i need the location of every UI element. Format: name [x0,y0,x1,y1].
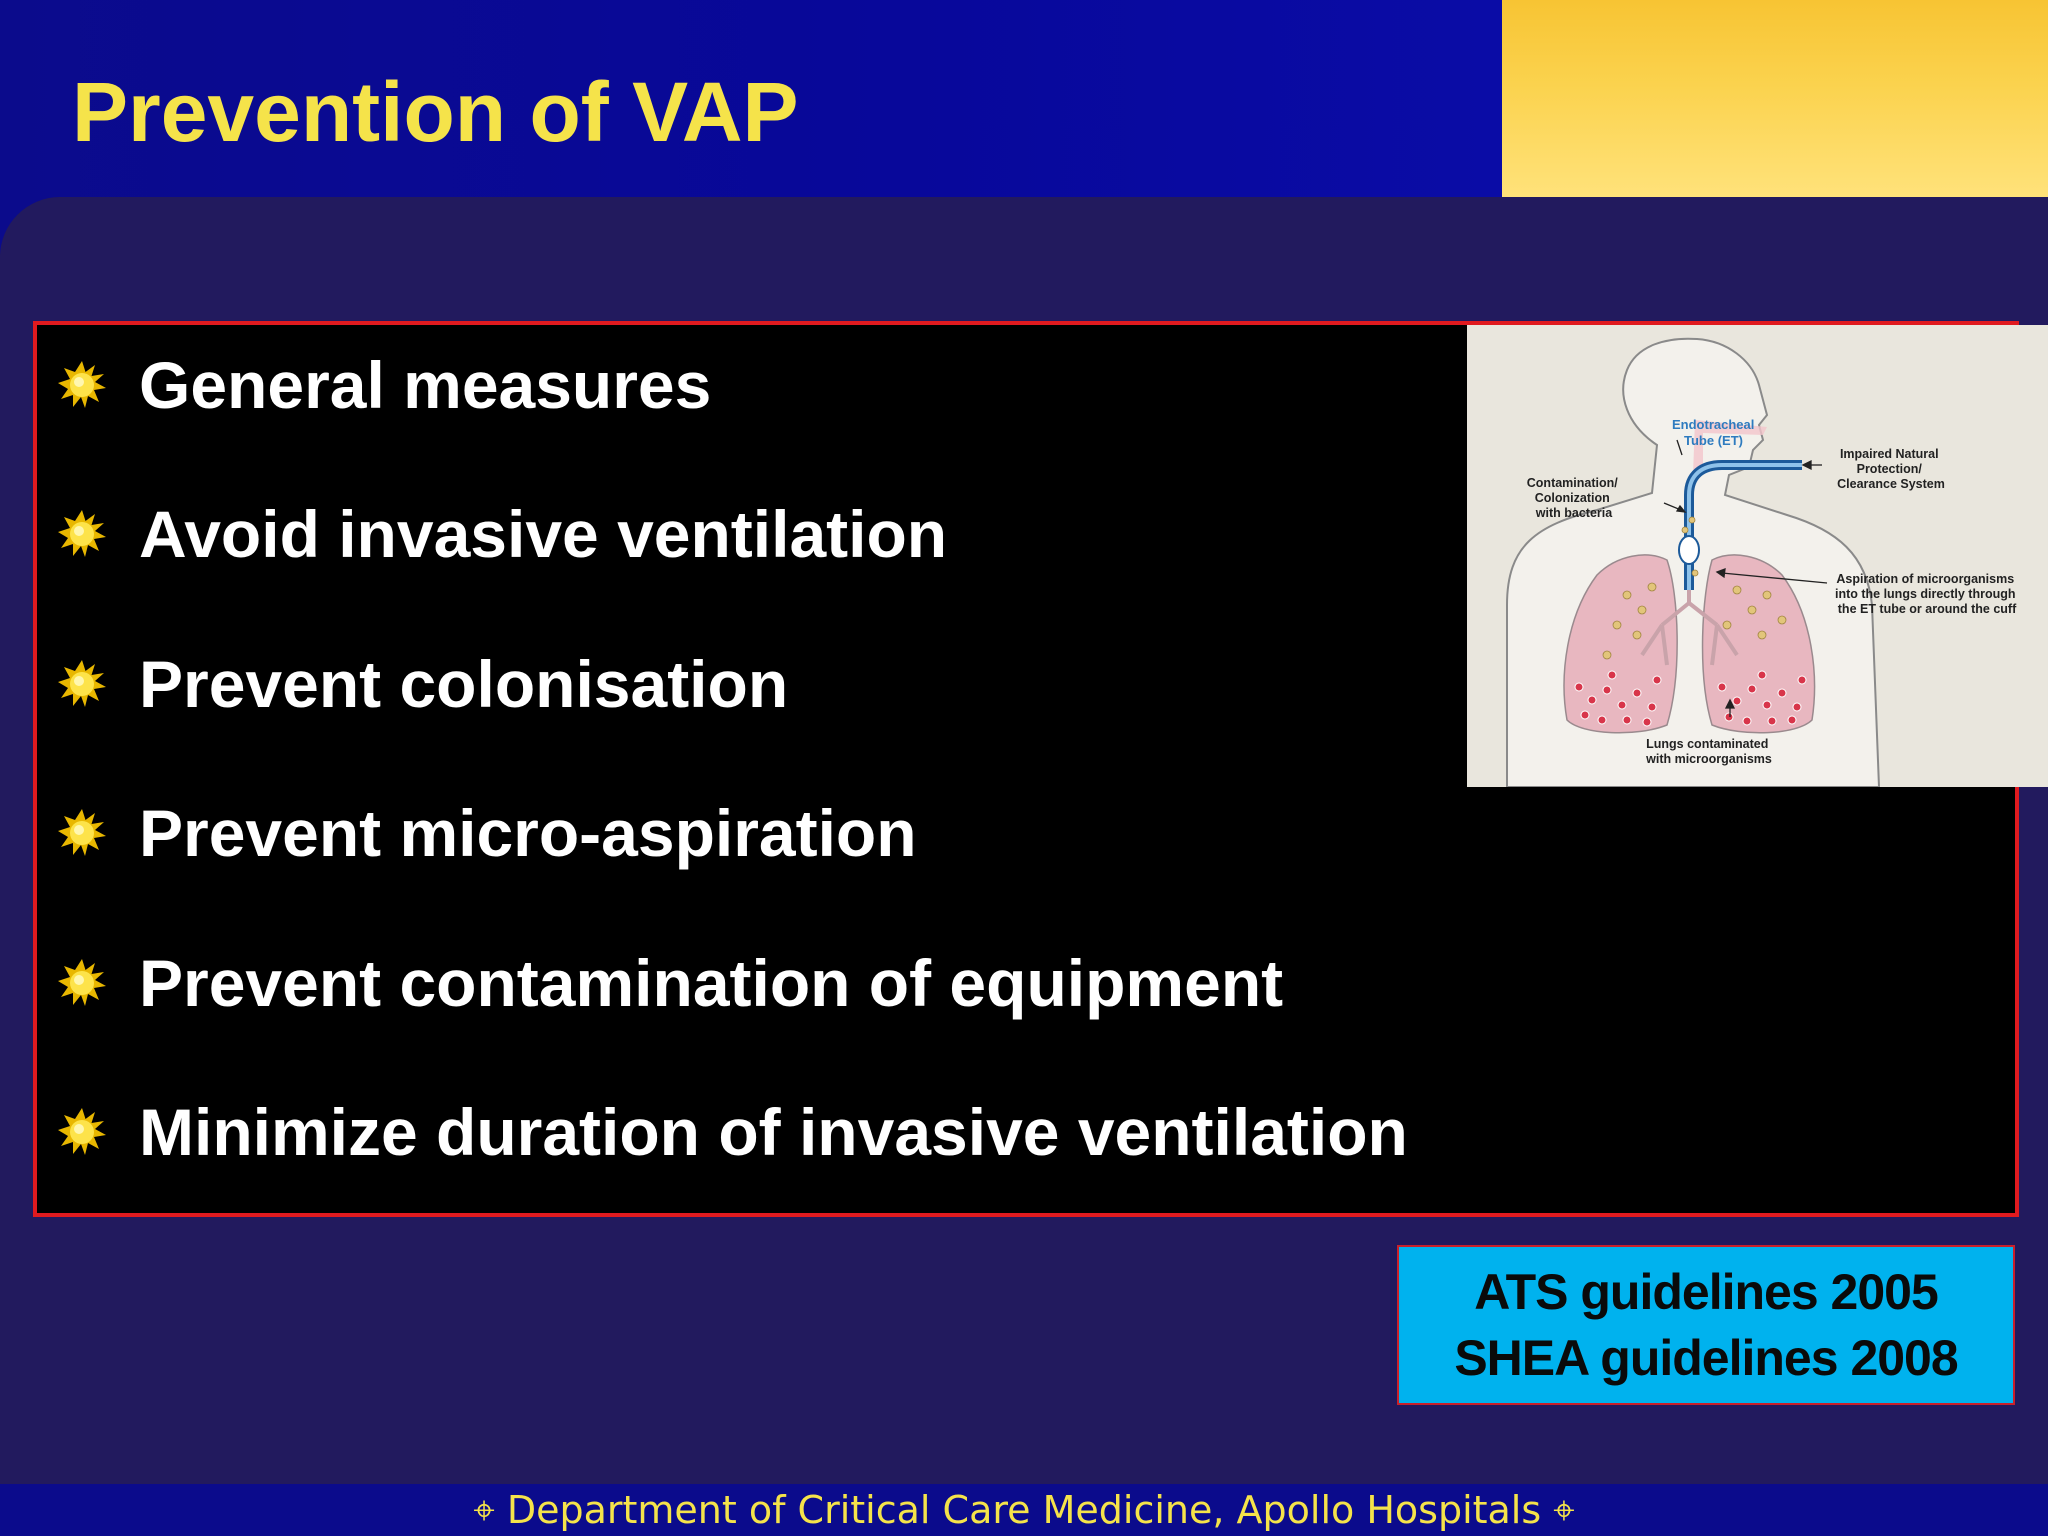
bullet-text: Prevent colonisation [139,647,789,721]
et-cuff [1679,536,1699,564]
bullet-item [57,496,947,572]
starburst-icon [57,509,107,559]
label-impaired-protection: Impaired Natural Protection/ Clearance System [1837,447,1945,491]
label-aspiration: Aspiration of microorganisms into the lungs directly through the ET tube or around the cuff [1834,572,2017,616]
footer-text: ⌖ Department of Critical Care Medicine, Apollo Hospitals ⌖ [473,1487,1575,1532]
bullet-text: Prevent micro-aspiration [139,796,917,870]
starburst-icon [57,808,107,858]
guidelines-box [1397,1245,2015,1405]
label-contamination: Contamination/ Colonization with bacteria [1526,476,1618,520]
header-accent [1502,0,2048,197]
vap-illustration [1467,325,2048,787]
vap-diagram [1467,325,2048,787]
starburst-icon [57,659,107,709]
starburst-icon [57,360,107,410]
starburst-icon [57,1107,107,1157]
bullet-text: Prevent contamination of equipment [139,946,1284,1020]
bullet-item [57,795,917,871]
bullet-text: General measures [139,348,712,422]
slide-title: Prevention of VAP [72,65,799,159]
bullet-text: Minimize duration of invasive ventilation [139,1095,1408,1169]
starburst-icon [57,958,107,1008]
footer-bar [0,1484,2048,1536]
guideline-ats: ATS guidelines 2005 [1474,1264,1938,1320]
label-et-tube: Endotracheal Tube (ET) [1672,417,1755,448]
guideline-shea: SHEA guidelines 2008 [1454,1330,1958,1386]
bullet-item [57,347,711,423]
bullet-item [57,1094,1408,1170]
bullet-text: Avoid invasive ventilation [139,497,948,571]
label-lungs-contaminated: Lungs contaminated with microorganisms [1646,737,1772,766]
bullet-panel [33,321,2019,1217]
bullet-item [57,646,788,722]
bullet-item [57,945,1283,1021]
